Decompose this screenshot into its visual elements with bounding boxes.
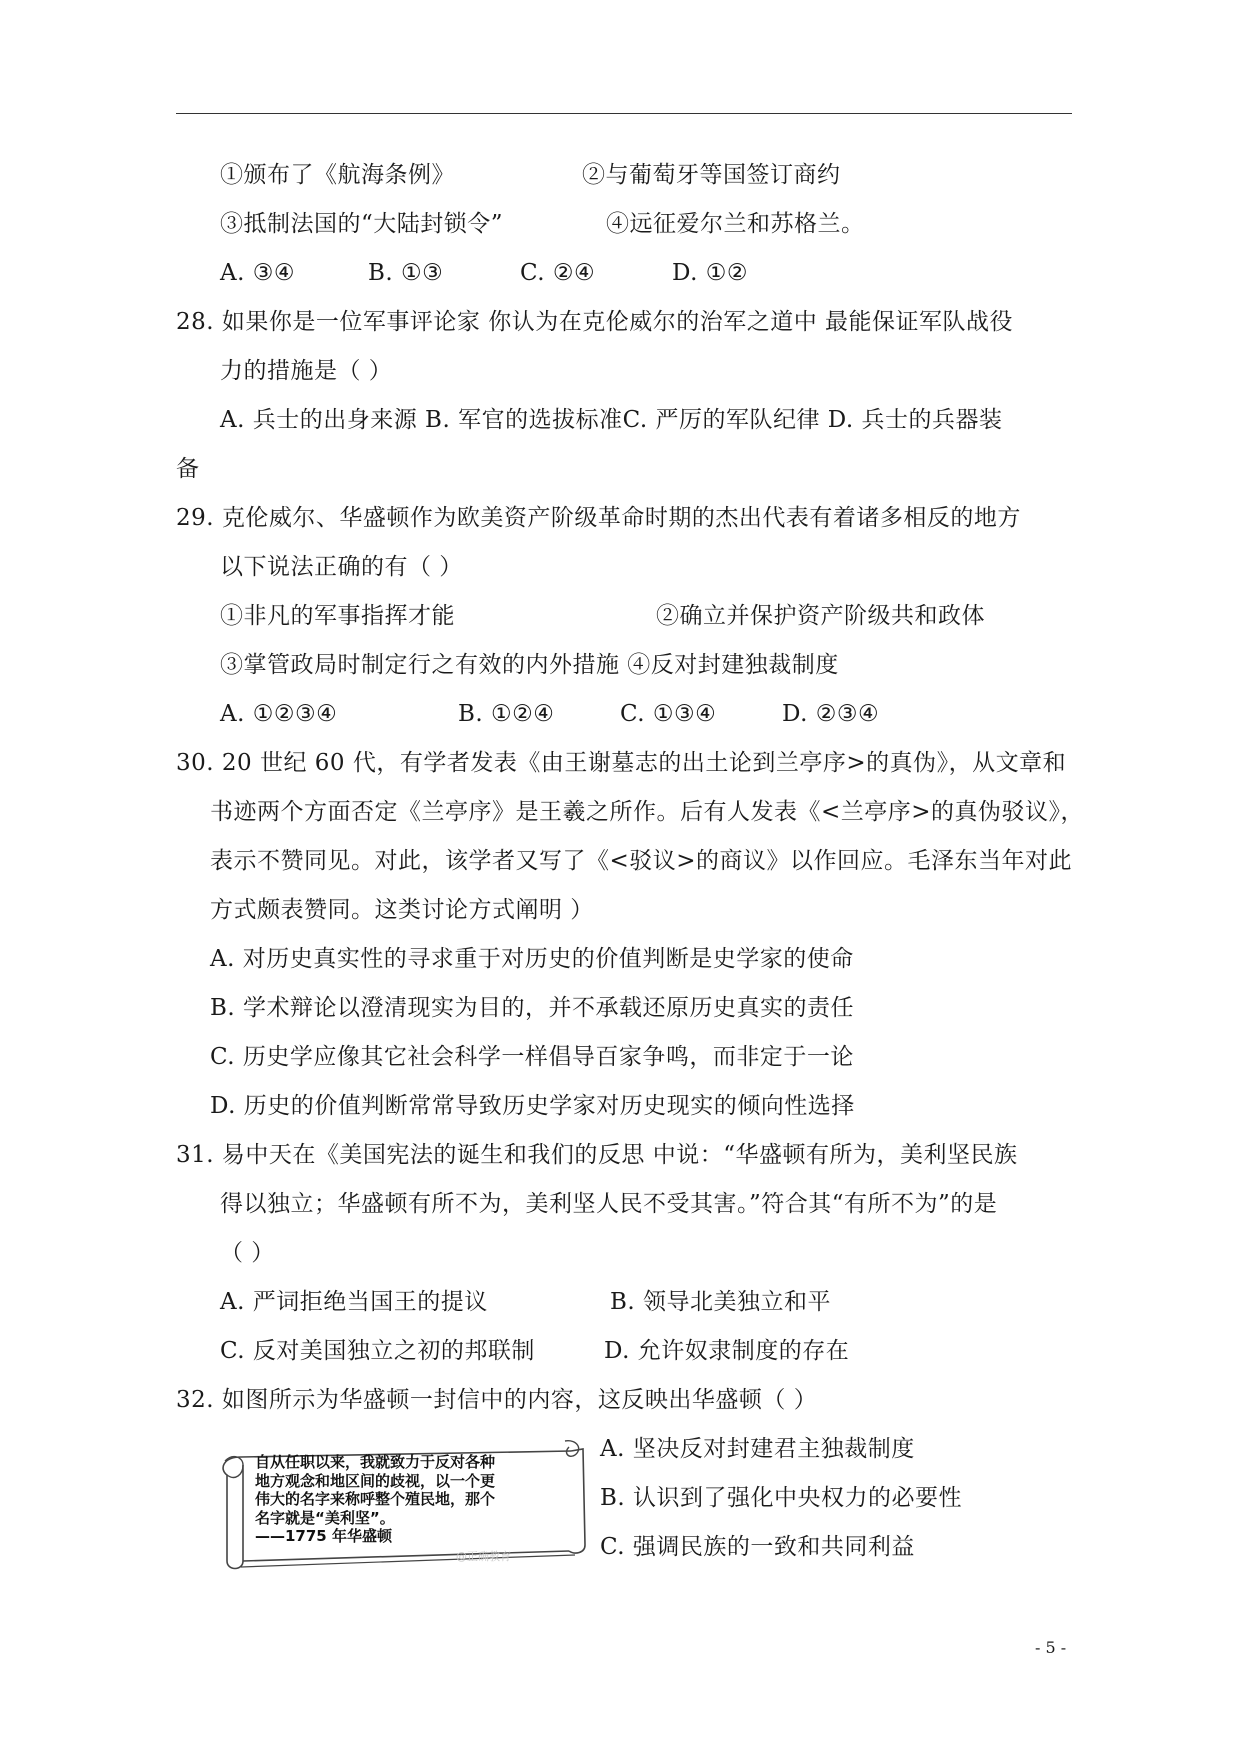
q31-option-d: D. 允许奴隶制度的存在 (604, 1338, 850, 1364)
letter-scroll-figure (213, 1435, 593, 1575)
q32-option-a: A. 坚决反对封建君主独裁制度 (600, 1436, 915, 1462)
q31-option-a: A. 严词拒绝当国王的提议 (220, 1289, 488, 1315)
q32-option-b: B. 认识到了强化中央权力的必要性 (600, 1485, 963, 1511)
q27-option-a: A. ③④ (220, 260, 295, 286)
q30-option-b: B. 学术辩论以澄清现实为目的，并不承载还原历史真实的责任 (210, 995, 855, 1021)
q29-option-a: A. ①②③④ (220, 701, 338, 727)
q27-statement-4: ④远征爱尔兰和苏格兰。 (606, 211, 865, 237)
q27-option-c: C. ②④ (520, 260, 596, 286)
q32-stem-line1: 32. 如图所示为华盛顿一封信中的内容，这反映出华盛顿（ ） (176, 1387, 818, 1413)
letter-line-5: ——1775 年华盛顿 (255, 1527, 392, 1545)
watermark: @正确教育 (456, 1550, 511, 1563)
q28-stem-line2: 力的措施是（ ） (220, 358, 393, 384)
q31-stem-line3: （ ） (220, 1240, 275, 1266)
q28-stem-line1: 28. 如果你是一位军事评论家 你认为在克伦威尔的治军之道中 最能保证军队战役 (176, 309, 1014, 335)
q29-statement-2: ②确立并保护资产阶级共和政体 (656, 603, 985, 629)
q31-option-b: B. 领导北美独立和平 (610, 1289, 832, 1315)
letter-line-4: 名字就是“美利坚”。 (255, 1508, 395, 1527)
q27-option-d: D. ①② (672, 260, 748, 286)
q31-stem-line1: 31. 易中天在《美国宪法的诞生和我们的反思 中说：“华盛顿有所为，美利坚民族 (176, 1142, 1018, 1168)
q28-options: A. 兵士的出身来源 B. 军官的选拔标准C. 严厉的军队纪律 D. 兵士的兵器装 (220, 407, 1003, 433)
q30-stem-line2: 书迹两个方面否定《兰亭序》是王羲之所作。后有人发表《<兰亭序>的真伪驳议》， (210, 799, 1085, 825)
letter-line-3: 伟大的名字来称呼整个殖民地，那个 (255, 1490, 496, 1508)
page-number: - 5 - (1035, 1638, 1067, 1657)
q30-stem-line1: 30. 20 世纪 60 代，有学者发表《由王谢墓志的出土论到兰亭序>的真伪》，从文章和 (176, 750, 1067, 776)
q30-option-d: D. 历史的价值判断常常导致历史学家对历史现实的倾向性选择 (210, 1093, 855, 1119)
q29-stem-line2: 以下说法正确的有（ ） (220, 554, 463, 580)
q32-option-c: C. 强调民族的一致和共同利益 (600, 1534, 915, 1560)
q30-stem-line4: 方式颇表赞同。这类讨论方式阐明 ） (210, 897, 594, 923)
q29-option-c: C. ①③④ (620, 701, 717, 727)
letter-line-1: 自从任职以来，我就致力于反对各种 (255, 1453, 496, 1471)
q27-statement-1: ①颁布了《航海条例》 (220, 162, 455, 188)
q30-option-a: A. 对历史真实性的寻求重于对历史的价值判断是史学家的使命 (210, 946, 854, 972)
letter-text (255, 1453, 575, 1546)
q30-stem-line3: 表示不赞同见。对此，该学者又写了《<驳议>的商议》以作回应。毛泽东当年对此 (210, 848, 1073, 874)
q31-option-c: C. 反对美国独立之初的邦联制 (220, 1338, 535, 1364)
q28-options-wrap: 备 (176, 456, 200, 482)
q31-stem-line2: 得以独立；华盛顿有所不为，美利坚人民不受其害。”符合其“有所不为”的是 (220, 1191, 998, 1217)
header-rule (176, 113, 1072, 114)
q29-stem-line1: 29. 克伦威尔、华盛顿作为欧美资产阶级革命时期的杰出代表有着诸多相反的地方 (176, 505, 1021, 531)
q29-option-d: D. ②③④ (782, 701, 880, 727)
letter-line-2: 地方观念和地区间的歧视，以一个更 (255, 1471, 496, 1490)
q29-option-b: B. ①②④ (458, 701, 555, 727)
q30-option-c: C. 历史学应像其它社会科学一样倡导百家争鸣，而非定于一论 (210, 1044, 854, 1070)
q27-statement-2: ②与葡萄牙等国签订商约 (582, 162, 841, 188)
q27-statement-3: ③抵制法国的“大陆封锁令” (220, 211, 504, 237)
q27-option-b: B. ①③ (368, 260, 444, 286)
q29-statements-row2: ③掌管政局时制定行之有效的内外措施 ④反对封建独裁制度 (220, 652, 839, 678)
q29-statement-1: ①非凡的军事指挥才能 (220, 603, 455, 629)
